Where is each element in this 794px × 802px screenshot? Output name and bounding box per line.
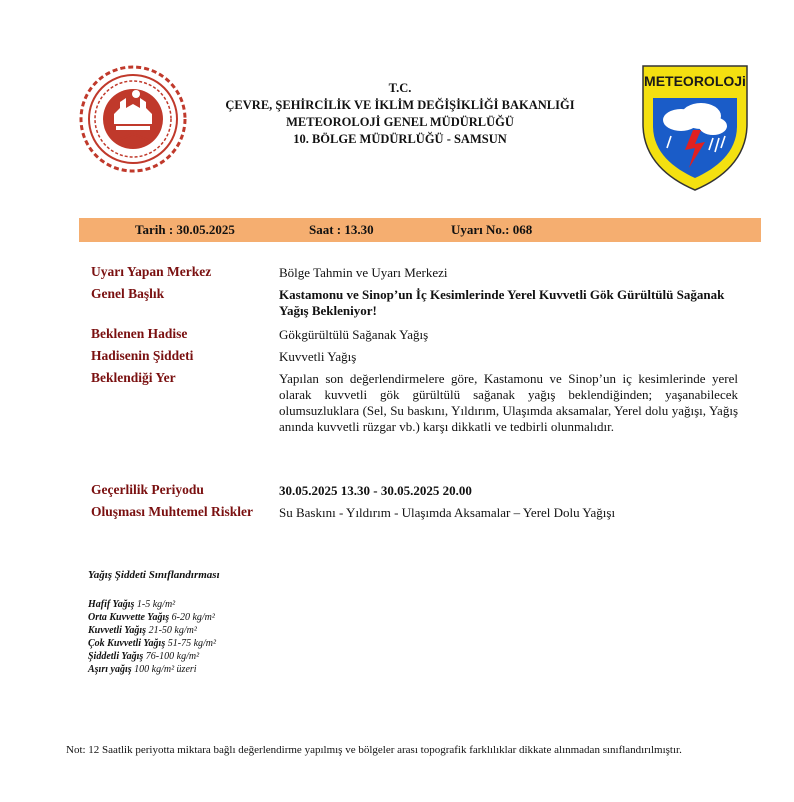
rain-classification bbox=[88, 569, 220, 676]
expected-place-value: Yapılan son değerlendirmelere göre, Kastamonu ve Sinop’un iç kesimlerinde yerel olarak kuvvetli gök gürültülü sağanak yağış beklendiğinden; yaşanabilecek olumsuzluklara (Sel, Su baskını, Yıldırım, Ulaşımda aksamalar, Yerel dolu yağışı, Yağış anında kuvvetli rüzgar vb.) karşı dikkatli ve tedbirli olunmalıdır. bbox=[279, 371, 738, 434]
header-line-region: 10. BÖLGE MÜDÜRLÜĞÜ - SAMSUN bbox=[293, 132, 507, 146]
classification-item: Aşırı yağış 100 kg/m² üzeri bbox=[88, 664, 197, 675]
header-line-ministry: ÇEVRE, ŞEHİRCİLİK VE İKLİM DEĞİŞİKLİĞİ BAKANLIĞI bbox=[225, 98, 575, 112]
warning-time: Saat : 13.30 bbox=[309, 222, 374, 237]
meteoroloji-shield-icon bbox=[641, 64, 749, 192]
severity-label: Hadisenin Şiddeti bbox=[91, 348, 194, 363]
center-label: Uyarı Yapan Merkez bbox=[91, 264, 212, 279]
risks-value: Su Baskını - Yıldırım - Ulaşımda Aksamalar – Yerel Dolu Yağışı bbox=[279, 505, 616, 520]
header-block bbox=[200, 80, 600, 148]
severity-value: Kuvvetli Yağış bbox=[279, 349, 357, 364]
classification-item: Çok Kuvvetli Yağış 51-75 kg/m² bbox=[88, 638, 217, 649]
expected-event-label: Beklenen Hadise bbox=[91, 326, 188, 341]
center-value: Bölge Tahmin ve Uyarı Merkezi bbox=[279, 265, 448, 280]
warning-date: Tarih : 30.05.2025 bbox=[135, 222, 235, 237]
classification-item: Kuvvetli Yağış 21-50 kg/m² bbox=[88, 625, 197, 636]
classification-item: Hafif Yağış 1-5 kg/m² bbox=[88, 599, 176, 610]
classification-title: Yağış Şiddeti Sınıflandırması bbox=[88, 569, 220, 581]
validity-label: Geçerlilik Periyodu bbox=[91, 482, 204, 497]
ministry-emblem-icon bbox=[78, 64, 188, 174]
warning-number: Uyarı No.: 068 bbox=[451, 222, 533, 237]
general-title-value: Kastamonu ve Sinop’un İç Kesimlerinde Yerel Kuvvetli Gök Gürültülü Sağanak Yağış Bekleniyor! bbox=[279, 287, 725, 318]
classification-item: Orta Kuvvette Yağış 6-20 kg/m² bbox=[88, 612, 215, 623]
expected-event-value: Gökgürültülü Sağanak Yağış bbox=[279, 327, 429, 342]
header-line-tc: T.C. bbox=[388, 81, 412, 95]
meteoroloji-logo-text: METEOROLOJi bbox=[644, 73, 746, 89]
validity-value: 30.05.2025 13.30 - 30.05.2025 20.00 bbox=[279, 483, 472, 498]
risks-label: Oluşması Muhtemel Riskler bbox=[91, 504, 253, 519]
general-title-label: Genel Başlık bbox=[91, 286, 165, 301]
classification-item: Şiddetli Yağış 76-100 kg/m² bbox=[88, 651, 200, 662]
expected-place-label: Beklendiği Yer bbox=[91, 370, 176, 385]
header-line-directorate: METEOROLOJİ GENEL MÜDÜRLÜĞÜ bbox=[286, 115, 514, 129]
footnote: Not: 12 Saatlik periyotta miktara bağlı değerlendirme yapılmış ve bölgeler arası topografik farklılıklar dikkate alınmadan sınıflandırılmıştır. bbox=[66, 744, 682, 756]
info-bar bbox=[79, 218, 761, 242]
